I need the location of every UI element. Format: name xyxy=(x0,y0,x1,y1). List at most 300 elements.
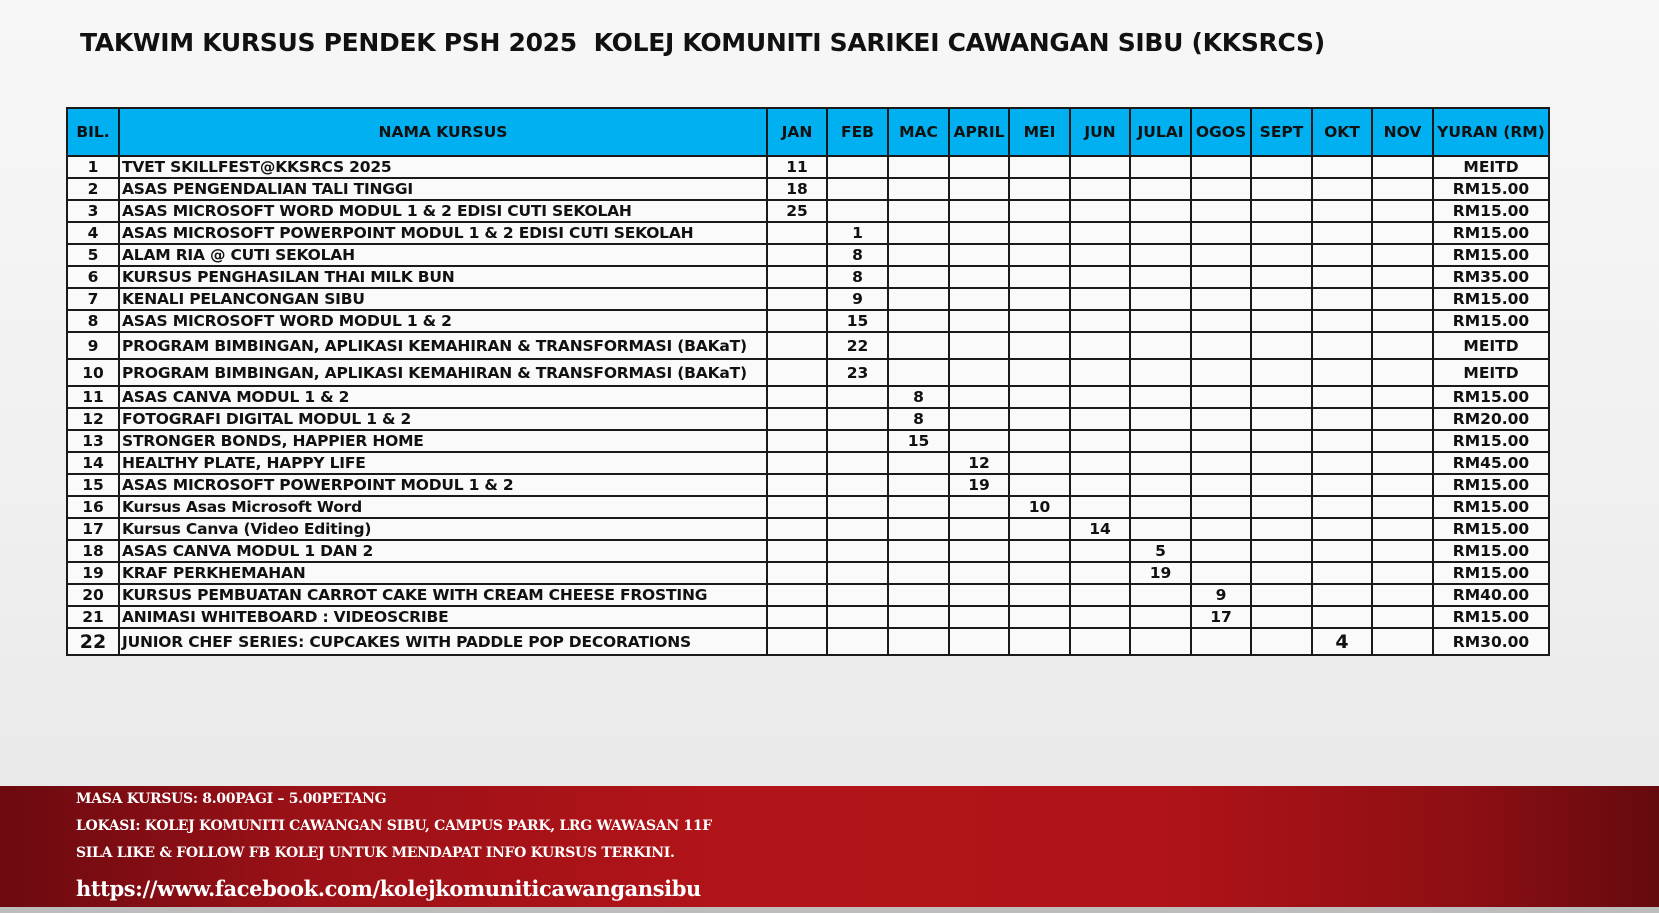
cell-sept xyxy=(1251,606,1312,628)
cell-nov xyxy=(1372,332,1433,359)
cell-nama-kursus: ASAS CANVA MODUL 1 & 2 xyxy=(119,386,767,408)
cell-feb: 1 xyxy=(827,222,888,244)
header-april: APRIL xyxy=(949,108,1009,156)
cell-nov xyxy=(1372,628,1433,655)
cell-ogos xyxy=(1191,408,1251,430)
cell-feb: 22 xyxy=(827,332,888,359)
cell-mei xyxy=(1009,244,1070,266)
cell-okt xyxy=(1312,584,1372,606)
cell-ogos: 17 xyxy=(1191,606,1251,628)
cell-ogos xyxy=(1191,518,1251,540)
cell-yuran: RM40.00 xyxy=(1433,584,1549,606)
cell-julai xyxy=(1130,359,1191,386)
table-row xyxy=(67,266,1549,288)
cell-feb: 9 xyxy=(827,288,888,310)
cell-nama-kursus: Kursus Asas Microsoft Word xyxy=(119,496,767,518)
cell-mei xyxy=(1009,584,1070,606)
cell-julai xyxy=(1130,518,1191,540)
cell-nov xyxy=(1372,359,1433,386)
cell-nov xyxy=(1372,474,1433,496)
cell-jun xyxy=(1070,359,1130,386)
cell-nov xyxy=(1372,266,1433,288)
cell-sept xyxy=(1251,518,1312,540)
cell-ogos xyxy=(1191,359,1251,386)
cell-sept xyxy=(1251,310,1312,332)
cell-yuran: MEITD xyxy=(1433,332,1549,359)
cell-okt xyxy=(1312,200,1372,222)
cell-okt xyxy=(1312,518,1372,540)
table-row xyxy=(67,452,1549,474)
cell-jun xyxy=(1070,496,1130,518)
cell-nama-kursus: STRONGER BONDS, HAPPIER HOME xyxy=(119,430,767,452)
cell-mei xyxy=(1009,178,1070,200)
cell-mei xyxy=(1009,452,1070,474)
cell-feb xyxy=(827,496,888,518)
cell-jan: 25 xyxy=(767,200,827,222)
cell-bil: 7 xyxy=(67,288,119,310)
table-row xyxy=(67,584,1549,606)
cell-feb xyxy=(827,584,888,606)
cell-okt xyxy=(1312,430,1372,452)
cell-julai xyxy=(1130,200,1191,222)
cell-feb xyxy=(827,452,888,474)
cell-nama-kursus: ASAS MICROSOFT POWERPOINT MODUL 1 & 2 xyxy=(119,474,767,496)
cell-bil: 10 xyxy=(67,359,119,386)
cell-nov xyxy=(1372,518,1433,540)
table-row xyxy=(67,606,1549,628)
cell-mei xyxy=(1009,288,1070,310)
cell-sept xyxy=(1251,156,1312,178)
cell-julai xyxy=(1130,222,1191,244)
cell-april xyxy=(949,408,1009,430)
cell-nov xyxy=(1372,562,1433,584)
cell-bil: 20 xyxy=(67,584,119,606)
cell-april xyxy=(949,200,1009,222)
cell-yuran: RM35.00 xyxy=(1433,266,1549,288)
cell-sept xyxy=(1251,359,1312,386)
cell-april xyxy=(949,288,1009,310)
cell-jan xyxy=(767,222,827,244)
cell-okt xyxy=(1312,332,1372,359)
cell-ogos xyxy=(1191,628,1251,655)
cell-feb xyxy=(827,200,888,222)
cell-okt xyxy=(1312,562,1372,584)
cell-ogos xyxy=(1191,288,1251,310)
header-jun: JUN xyxy=(1070,108,1130,156)
cell-jan xyxy=(767,452,827,474)
cell-april xyxy=(949,244,1009,266)
cell-julai: 5 xyxy=(1130,540,1191,562)
cell-ogos xyxy=(1191,244,1251,266)
table-row xyxy=(67,628,1549,655)
cell-okt xyxy=(1312,178,1372,200)
cell-yuran: RM15.00 xyxy=(1433,310,1549,332)
cell-okt xyxy=(1312,408,1372,430)
cell-bil: 22 xyxy=(67,628,119,655)
cell-jun xyxy=(1070,200,1130,222)
cell-sept xyxy=(1251,386,1312,408)
cell-bil: 11 xyxy=(67,386,119,408)
header-sept: SEPT xyxy=(1251,108,1312,156)
cell-jun xyxy=(1070,266,1130,288)
table-row xyxy=(67,288,1549,310)
cell-bil: 6 xyxy=(67,266,119,288)
cell-feb xyxy=(827,518,888,540)
cell-nov xyxy=(1372,496,1433,518)
cell-nama-kursus: KURSUS PEMBUATAN CARROT CAKE WITH CREAM CHEESE FROSTING xyxy=(119,584,767,606)
cell-yuran: RM15.00 xyxy=(1433,562,1549,584)
cell-april xyxy=(949,518,1009,540)
cell-jun xyxy=(1070,474,1130,496)
cell-jan xyxy=(767,359,827,386)
cell-feb xyxy=(827,156,888,178)
cell-jun xyxy=(1070,288,1130,310)
cell-julai xyxy=(1130,606,1191,628)
cell-bil: 13 xyxy=(67,430,119,452)
cell-april xyxy=(949,584,1009,606)
cell-feb: 23 xyxy=(827,359,888,386)
cell-jan xyxy=(767,408,827,430)
cell-jun: 14 xyxy=(1070,518,1130,540)
cell-mac xyxy=(888,178,949,200)
cell-nama-kursus: ASAS MICROSOFT POWERPOINT MODUL 1 & 2 EDISI CUTI SEKOLAH xyxy=(119,222,767,244)
cell-okt xyxy=(1312,386,1372,408)
cell-jan xyxy=(767,584,827,606)
cell-april xyxy=(949,430,1009,452)
cell-nov xyxy=(1372,244,1433,266)
cell-bil: 12 xyxy=(67,408,119,430)
cell-nama-kursus: ALAM RIA @ CUTI SEKOLAH xyxy=(119,244,767,266)
cell-bil: 15 xyxy=(67,474,119,496)
cell-april xyxy=(949,222,1009,244)
cell-yuran: RM15.00 xyxy=(1433,606,1549,628)
cell-yuran: RM45.00 xyxy=(1433,452,1549,474)
cell-sept xyxy=(1251,452,1312,474)
cell-nama-kursus: JUNIOR CHEF SERIES: CUPCAKES WITH PADDLE POP DECORATIONS xyxy=(119,628,767,655)
cell-nama-kursus: KRAF PERKHEMAHAN xyxy=(119,562,767,584)
table-row xyxy=(67,386,1549,408)
cell-ogos: 9 xyxy=(1191,584,1251,606)
cell-mac xyxy=(888,518,949,540)
cell-april xyxy=(949,540,1009,562)
cell-april xyxy=(949,562,1009,584)
cell-april xyxy=(949,178,1009,200)
cell-april xyxy=(949,496,1009,518)
cell-nov xyxy=(1372,288,1433,310)
cell-jun xyxy=(1070,386,1130,408)
cell-sept xyxy=(1251,628,1312,655)
cell-ogos xyxy=(1191,474,1251,496)
cell-mei xyxy=(1009,474,1070,496)
cell-jun xyxy=(1070,310,1130,332)
cell-nama-kursus: PROGRAM BIMBINGAN, APLIKASI KEMAHIRAN & TRANSFORMASI (BAKaT) xyxy=(119,359,767,386)
cell-sept xyxy=(1251,244,1312,266)
cell-sept xyxy=(1251,200,1312,222)
cell-okt xyxy=(1312,222,1372,244)
cell-ogos xyxy=(1191,156,1251,178)
cell-bil: 2 xyxy=(67,178,119,200)
cell-april xyxy=(949,266,1009,288)
cell-okt xyxy=(1312,156,1372,178)
cell-april xyxy=(949,606,1009,628)
cell-feb xyxy=(827,178,888,200)
cell-mei xyxy=(1009,408,1070,430)
table-row xyxy=(67,178,1549,200)
cell-mac xyxy=(888,540,949,562)
footer-facebook-link[interactable]: https://www.facebook.com/kolejkomuniticawangansibu xyxy=(76,876,701,901)
cell-mei xyxy=(1009,540,1070,562)
table-row xyxy=(67,332,1549,359)
cell-nama-kursus: KURSUS PENGHASILAN THAI MILK BUN xyxy=(119,266,767,288)
cell-jan xyxy=(767,386,827,408)
cell-jun xyxy=(1070,452,1130,474)
cell-mac: 15 xyxy=(888,430,949,452)
cell-yuran: RM30.00 xyxy=(1433,628,1549,655)
cell-julai xyxy=(1130,496,1191,518)
cell-nama-kursus: HEALTHY PLATE, HAPPY LIFE xyxy=(119,452,767,474)
cell-mac xyxy=(888,310,949,332)
cell-bil: 21 xyxy=(67,606,119,628)
cell-feb xyxy=(827,628,888,655)
cell-ogos xyxy=(1191,310,1251,332)
cell-okt xyxy=(1312,288,1372,310)
cell-feb xyxy=(827,606,888,628)
cell-yuran: RM15.00 xyxy=(1433,178,1549,200)
cell-bil: 3 xyxy=(67,200,119,222)
cell-julai xyxy=(1130,408,1191,430)
cell-mei xyxy=(1009,222,1070,244)
cell-ogos xyxy=(1191,430,1251,452)
table-row xyxy=(67,359,1549,386)
cell-jan xyxy=(767,606,827,628)
cell-jan xyxy=(767,310,827,332)
table-row xyxy=(67,310,1549,332)
cell-yuran: RM15.00 xyxy=(1433,386,1549,408)
cell-jan: 11 xyxy=(767,156,827,178)
cell-nama-kursus: ASAS MICROSOFT WORD MODUL 1 & 2 EDISI CUTI SEKOLAH xyxy=(119,200,767,222)
cell-mei: 10 xyxy=(1009,496,1070,518)
cell-mac xyxy=(888,584,949,606)
cell-bil: 19 xyxy=(67,562,119,584)
cell-jan xyxy=(767,266,827,288)
cell-ogos xyxy=(1191,452,1251,474)
footer-banner xyxy=(0,786,1659,907)
cell-jan: 18 xyxy=(767,178,827,200)
cell-jun xyxy=(1070,156,1130,178)
cell-bil: 1 xyxy=(67,156,119,178)
table-row xyxy=(67,244,1549,266)
cell-nov xyxy=(1372,386,1433,408)
header-mac: MAC xyxy=(888,108,949,156)
cell-bil: 14 xyxy=(67,452,119,474)
table-header-row xyxy=(67,108,1549,156)
cell-jan xyxy=(767,562,827,584)
cell-jan xyxy=(767,518,827,540)
cell-jan xyxy=(767,288,827,310)
header-mei: MEI xyxy=(1009,108,1070,156)
cell-ogos xyxy=(1191,178,1251,200)
table-row xyxy=(67,518,1549,540)
cell-mac xyxy=(888,474,949,496)
cell-julai xyxy=(1130,584,1191,606)
cell-feb xyxy=(827,562,888,584)
cell-nov xyxy=(1372,310,1433,332)
cell-nama-kursus: ASAS MICROSOFT WORD MODUL 1 & 2 xyxy=(119,310,767,332)
header-yuran: YURAN (RM) xyxy=(1433,108,1549,156)
cell-bil: 4 xyxy=(67,222,119,244)
cell-nov xyxy=(1372,540,1433,562)
cell-mac xyxy=(888,156,949,178)
cell-mei xyxy=(1009,310,1070,332)
cell-mac xyxy=(888,452,949,474)
cell-mac xyxy=(888,200,949,222)
cell-jan xyxy=(767,474,827,496)
cell-yuran: RM15.00 xyxy=(1433,200,1549,222)
cell-jun xyxy=(1070,178,1130,200)
cell-feb: 15 xyxy=(827,310,888,332)
cell-yuran: RM15.00 xyxy=(1433,222,1549,244)
cell-ogos xyxy=(1191,332,1251,359)
cell-okt: 4 xyxy=(1312,628,1372,655)
cell-feb xyxy=(827,430,888,452)
cell-julai xyxy=(1130,156,1191,178)
cell-sept xyxy=(1251,266,1312,288)
cell-mac xyxy=(888,606,949,628)
cell-julai xyxy=(1130,244,1191,266)
cell-nov xyxy=(1372,584,1433,606)
cell-nov xyxy=(1372,222,1433,244)
table-row xyxy=(67,540,1549,562)
cell-ogos xyxy=(1191,200,1251,222)
cell-nov xyxy=(1372,606,1433,628)
bottom-divider xyxy=(0,907,1659,913)
cell-bil: 9 xyxy=(67,332,119,359)
cell-yuran: MEITD xyxy=(1433,156,1549,178)
cell-april: 19 xyxy=(949,474,1009,496)
cell-sept xyxy=(1251,540,1312,562)
cell-julai xyxy=(1130,178,1191,200)
cell-ogos xyxy=(1191,496,1251,518)
cell-feb: 8 xyxy=(827,244,888,266)
cell-ogos xyxy=(1191,222,1251,244)
cell-jan xyxy=(767,496,827,518)
footer-lokasi: LOKASI: KOLEJ KOMUNITI CAWANGAN SIBU, CAMPUS PARK, LRG WAWASAN 11F xyxy=(76,818,712,834)
cell-bil: 5 xyxy=(67,244,119,266)
cell-mac: 8 xyxy=(888,408,949,430)
cell-okt xyxy=(1312,310,1372,332)
cell-mac: 8 xyxy=(888,386,949,408)
cell-sept xyxy=(1251,178,1312,200)
table-row xyxy=(67,222,1549,244)
cell-yuran: MEITD xyxy=(1433,359,1549,386)
cell-jun xyxy=(1070,430,1130,452)
cell-mei xyxy=(1009,332,1070,359)
footer-masa-kursus: MASA KURSUS: 8.00PAGI – 5.00PETANG xyxy=(76,791,387,807)
header-julai: JULAI xyxy=(1130,108,1191,156)
cell-okt xyxy=(1312,266,1372,288)
cell-sept xyxy=(1251,584,1312,606)
cell-jan xyxy=(767,244,827,266)
cell-jun xyxy=(1070,408,1130,430)
cell-mac xyxy=(888,222,949,244)
cell-mac xyxy=(888,244,949,266)
cell-bil: 17 xyxy=(67,518,119,540)
cell-nov xyxy=(1372,408,1433,430)
cell-feb xyxy=(827,474,888,496)
cell-sept xyxy=(1251,430,1312,452)
cell-mei xyxy=(1009,430,1070,452)
cell-yuran: RM15.00 xyxy=(1433,244,1549,266)
cell-jun xyxy=(1070,584,1130,606)
header-okt: OKT xyxy=(1312,108,1372,156)
cell-april xyxy=(949,156,1009,178)
cell-okt xyxy=(1312,606,1372,628)
cell-nama-kursus: ASAS CANVA MODUL 1 DAN 2 xyxy=(119,540,767,562)
table-row xyxy=(67,562,1549,584)
cell-julai xyxy=(1130,332,1191,359)
course-calendar-table xyxy=(66,107,1550,656)
cell-mei xyxy=(1009,518,1070,540)
cell-nama-kursus: Kursus Canva (Video Editing) xyxy=(119,518,767,540)
cell-nov xyxy=(1372,200,1433,222)
cell-julai xyxy=(1130,474,1191,496)
cell-okt xyxy=(1312,452,1372,474)
table-row xyxy=(67,496,1549,518)
cell-jun xyxy=(1070,562,1130,584)
header-bil: BIL. xyxy=(67,108,119,156)
cell-julai xyxy=(1130,288,1191,310)
cell-ogos xyxy=(1191,266,1251,288)
cell-april xyxy=(949,359,1009,386)
cell-okt xyxy=(1312,359,1372,386)
cell-julai xyxy=(1130,452,1191,474)
table-row xyxy=(67,156,1549,178)
table-row xyxy=(67,430,1549,452)
header-nov: NOV xyxy=(1372,108,1433,156)
cell-sept xyxy=(1251,562,1312,584)
table-row xyxy=(67,200,1549,222)
cell-julai xyxy=(1130,430,1191,452)
cell-mac xyxy=(888,496,949,518)
cell-sept xyxy=(1251,222,1312,244)
cell-april xyxy=(949,628,1009,655)
cell-yuran: RM20.00 xyxy=(1433,408,1549,430)
cell-okt xyxy=(1312,540,1372,562)
cell-nama-kursus: TVET SKILLFEST@KKSRCS 2025 xyxy=(119,156,767,178)
cell-yuran: RM15.00 xyxy=(1433,540,1549,562)
cell-mei xyxy=(1009,628,1070,655)
cell-mac xyxy=(888,628,949,655)
cell-sept xyxy=(1251,408,1312,430)
cell-mei xyxy=(1009,200,1070,222)
cell-mac xyxy=(888,266,949,288)
cell-okt xyxy=(1312,244,1372,266)
cell-sept xyxy=(1251,474,1312,496)
cell-april xyxy=(949,332,1009,359)
cell-mei xyxy=(1009,606,1070,628)
cell-mei xyxy=(1009,266,1070,288)
cell-julai xyxy=(1130,266,1191,288)
cell-ogos xyxy=(1191,386,1251,408)
cell-nov xyxy=(1372,430,1433,452)
cell-feb xyxy=(827,386,888,408)
cell-nov xyxy=(1372,452,1433,474)
cell-jan xyxy=(767,332,827,359)
cell-jan xyxy=(767,628,827,655)
table-body xyxy=(67,156,1549,655)
cell-ogos xyxy=(1191,562,1251,584)
cell-okt xyxy=(1312,496,1372,518)
